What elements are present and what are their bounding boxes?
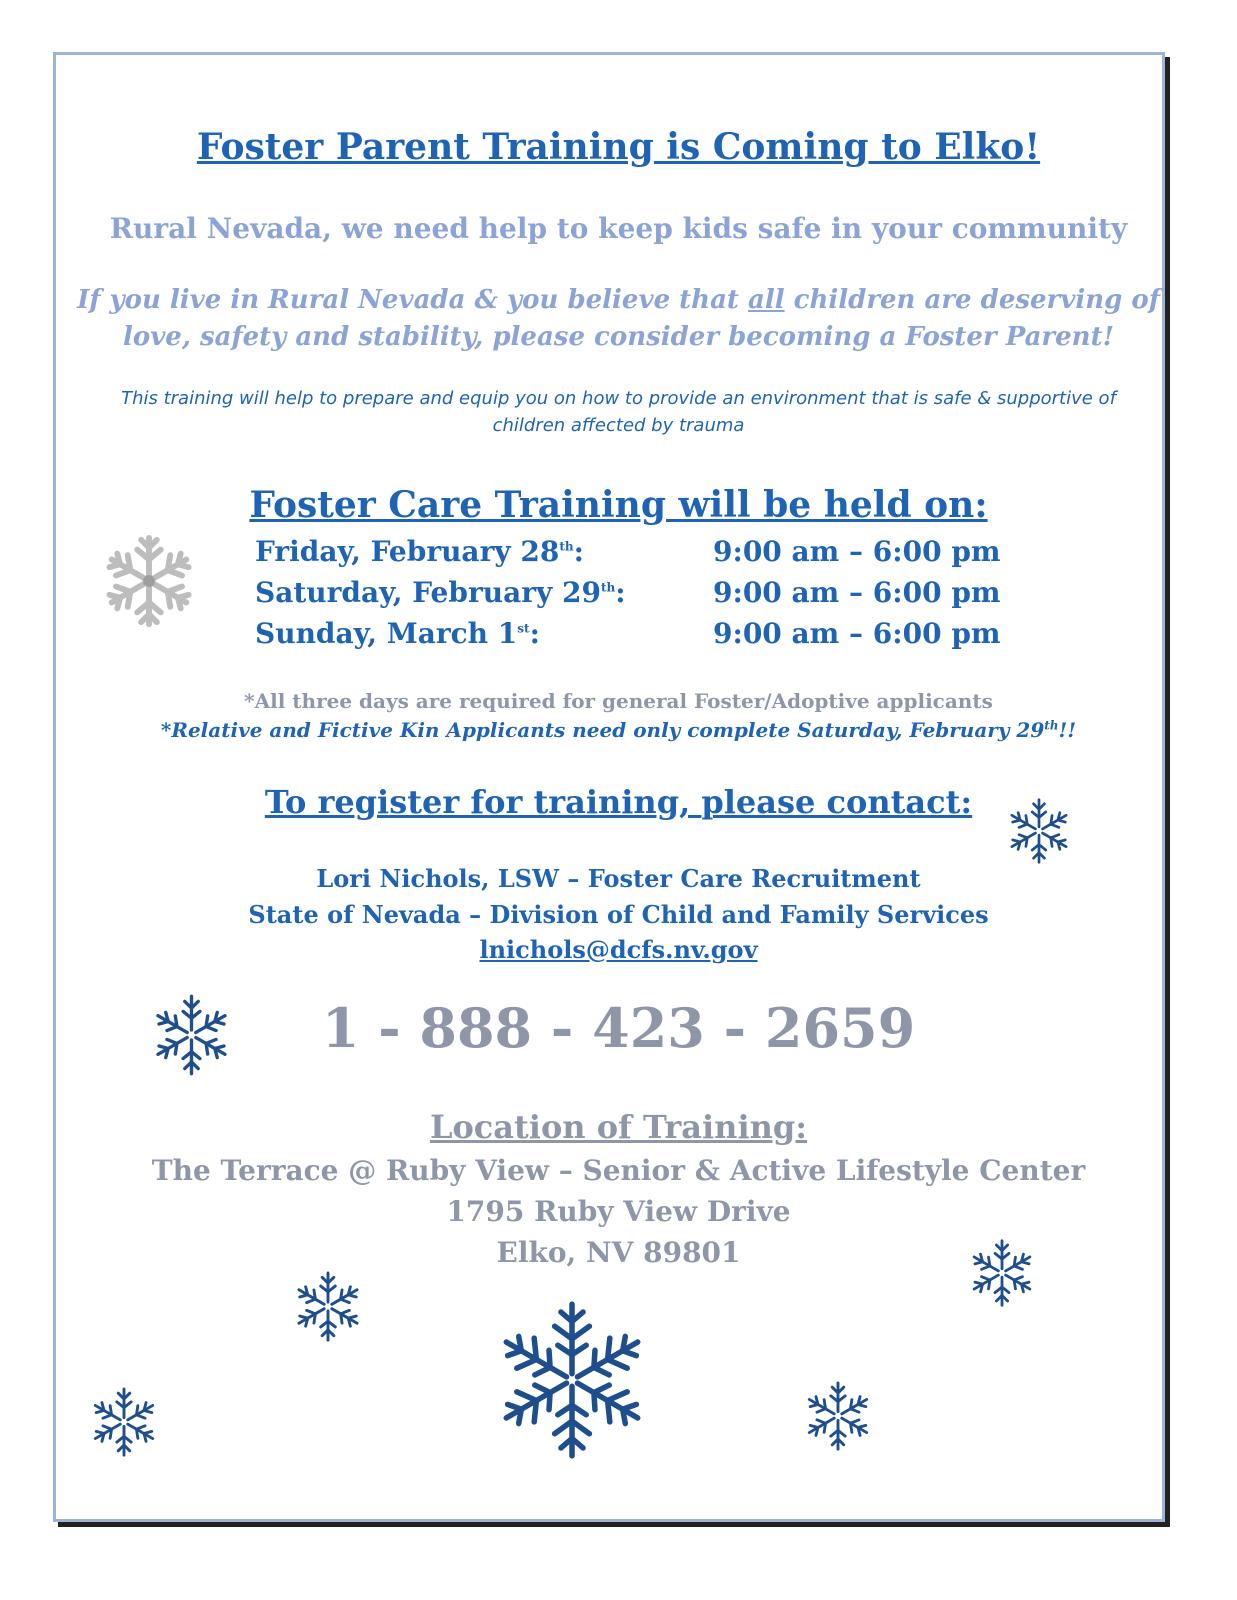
phone-number: 1 - 888 - 423 - 2659 bbox=[321, 996, 916, 1060]
register-heading: To register for training, please contact: bbox=[264, 783, 973, 821]
schedule-time: 9:00 am – 6:00 pm bbox=[713, 576, 1001, 609]
description-line-1: This training will help to prepare and equip you on how to provide an environment that is safe & supportive of bbox=[121, 388, 1116, 409]
snowflake-icon bbox=[83, 1386, 165, 1458]
appeal-line-1 bbox=[0, 285, 1237, 315]
snowflake-icon bbox=[797, 1380, 879, 1452]
contact-organization: State of Nevada – Division of Child and Family Services bbox=[248, 900, 989, 929]
appeal-line-1-end: children are deserving of bbox=[784, 285, 1160, 315]
location-city: Elko, NV 89801 bbox=[496, 1236, 741, 1269]
schedule-day: Sunday, March 1st: bbox=[255, 617, 540, 650]
snowflake-icon bbox=[287, 1270, 369, 1343]
appeal-emphasis: all bbox=[747, 285, 785, 315]
schedule-day: Saturday, February 29th: bbox=[255, 576, 626, 609]
appeal-line-2: love, safety and stability, please consider becoming a Foster Parent! bbox=[122, 322, 1114, 352]
snowflake-icon bbox=[999, 797, 1079, 865]
contact-name: Lori Nichols, LSW – Foster Care Recruitment bbox=[316, 864, 921, 893]
snowflake-icon bbox=[961, 1238, 1043, 1308]
snowflake-icon bbox=[493, 1298, 651, 1462]
contact-email-link[interactable]: lnichols@dcfs.nv.gov bbox=[479, 935, 758, 964]
location-heading: Location of Training: bbox=[429, 1108, 808, 1146]
schedule-time: 9:00 am – 6:00 pm bbox=[713, 535, 1001, 568]
description-line-2: children affected by trauma bbox=[492, 415, 745, 436]
flyer-subtitle: Rural Nevada, we need help to keep kids safe in your community bbox=[109, 212, 1128, 245]
appeal-line-1-start: If you live in Rural Nevada & you believe that bbox=[77, 285, 748, 315]
snowflake-icon bbox=[143, 993, 240, 1077]
location-street: 1795 Ruby View Drive bbox=[446, 1195, 791, 1228]
location-venue: The Terrace @ Ruby View – Senior & Active Lifestyle Center bbox=[151, 1154, 1086, 1187]
relative-applicants-note: *Relative and Fictive Kin Applicants need only complete Saturday, February 29th!! bbox=[160, 718, 1077, 742]
schedule-time: 9:00 am – 6:00 pm bbox=[713, 617, 1001, 650]
schedule-day: Friday, February 28th: bbox=[255, 535, 584, 568]
snowflake-icon bbox=[96, 532, 202, 630]
schedule-heading: Foster Care Training will be held on: bbox=[249, 484, 988, 526]
flyer-title: Foster Parent Training is Coming to Elko! bbox=[196, 126, 1041, 168]
general-applicants-note: *All three days are required for general Foster/Adoptive applicants bbox=[244, 689, 993, 713]
